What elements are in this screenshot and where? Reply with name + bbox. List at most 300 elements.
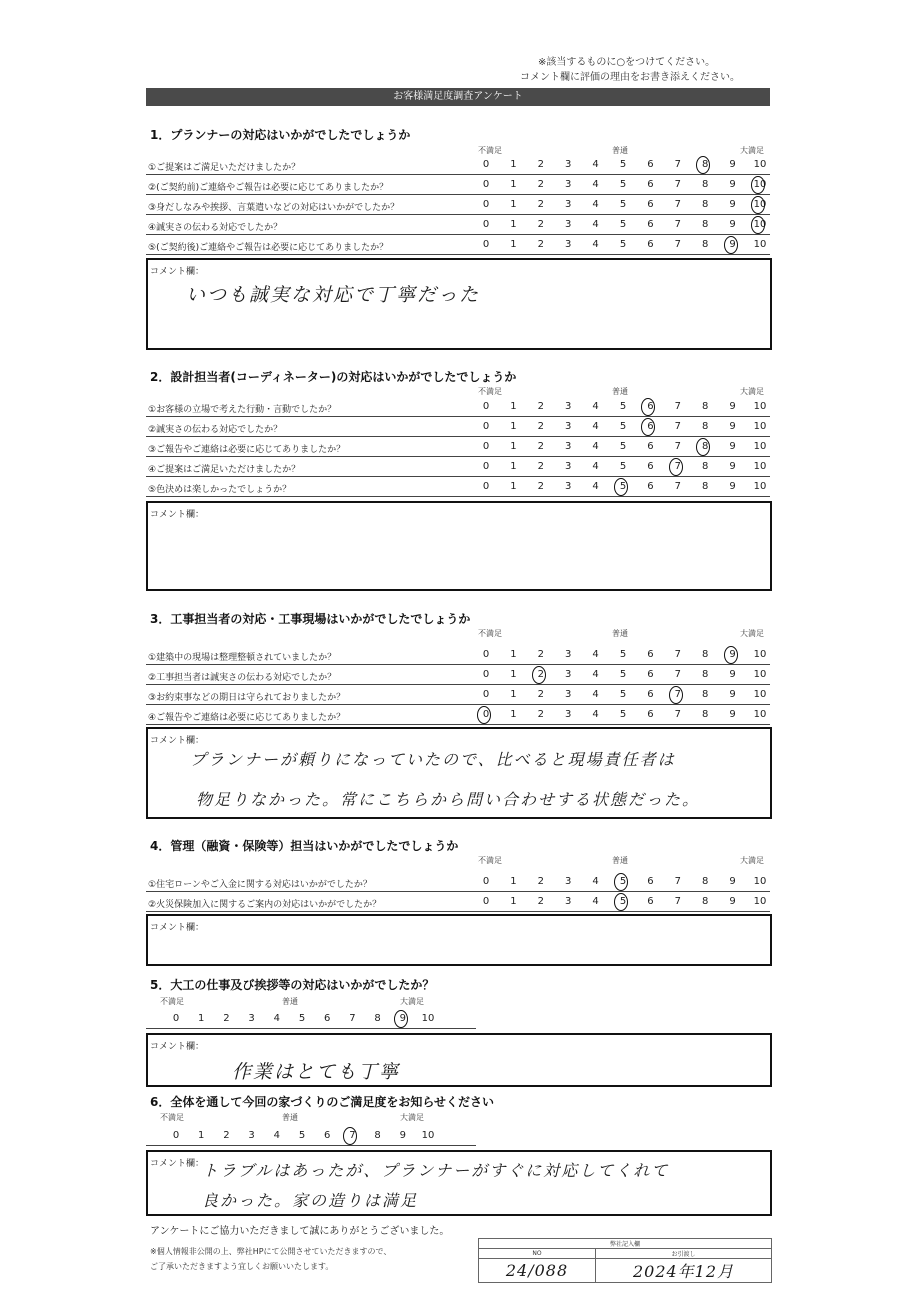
comment-label: コメント欄： [150, 510, 205, 520]
scale-low-label: 不満足 [478, 146, 502, 155]
scale-number: 2 [537, 649, 544, 660]
scale-number: 6 [647, 159, 654, 170]
scale-number: 8 [374, 1013, 381, 1024]
scale-number: 0 [482, 649, 490, 660]
question-label: ①ご提案はご満足いただけましたか？ [148, 163, 301, 173]
scale-number: 1 [510, 421, 517, 432]
scale-number: 5 [298, 1013, 306, 1024]
selected-rating-circle[interactable] [751, 196, 765, 214]
scale-number: 5 [619, 219, 627, 230]
section-6-comment-line-1: トラブルはあったが、プランナーがすぐに対応してくれて [202, 1161, 670, 1180]
scale-number: 6 [324, 1013, 331, 1024]
question-label: ③お約束事などの期日は守られておりましたか？ [148, 693, 346, 703]
selected-rating-circle[interactable] [614, 478, 628, 496]
scale-number: 4 [592, 709, 599, 720]
section-3-comment-box[interactable] [146, 727, 772, 819]
scale-number: 10 [753, 239, 767, 250]
scale-number: 8 [702, 179, 709, 190]
scale-number: 4 [592, 219, 599, 230]
scale-number: 3 [565, 179, 572, 190]
scale-number: 8 [702, 461, 709, 472]
scale-number: 8 [702, 709, 709, 720]
scale-number: 6 [647, 649, 654, 660]
scale-number: 1 [198, 1130, 205, 1141]
scale-number: 4 [592, 649, 599, 660]
scale-number: 7 [674, 669, 681, 680]
scale-number: 9 [729, 401, 736, 412]
scale-number: 3 [565, 239, 572, 250]
question-label: ②火災保険加入に関するご案内の対応はいかがでしたか？ [148, 900, 382, 910]
row-divider [146, 1145, 476, 1146]
section-4-title: 4．管理（融資・保険等）担当はいかがでしたでしょうか [150, 839, 459, 853]
scale-high-label: 大満足 [740, 856, 764, 865]
scale-number: 4 [592, 669, 599, 680]
scale-low-label: 不満足 [160, 997, 184, 1006]
scale-number: 1 [510, 219, 517, 230]
scale-number: 10 [421, 1013, 435, 1024]
scale-number: 7 [674, 159, 681, 170]
scale-number: 2 [537, 669, 544, 680]
scale-number: 2 [537, 481, 544, 492]
section-3-comment-line-2: 物足りなかった。常にこちらから問い合わせする状態だった。 [196, 790, 701, 809]
scale-number: 6 [647, 219, 654, 230]
scale-number: 1 [510, 896, 517, 907]
scale-number: 10 [753, 649, 767, 660]
scale-number: 1 [510, 179, 517, 190]
scale-number: 10 [753, 481, 767, 492]
scale-number: 7 [674, 896, 681, 907]
section-5-comment-line-1: 作業はとても丁寧 [232, 1061, 401, 1083]
scale-number: 9 [729, 709, 736, 720]
scale-number: 6 [647, 199, 654, 210]
row-divider [146, 174, 770, 175]
scale-number: 1 [510, 689, 517, 700]
scale-number: 4 [592, 179, 599, 190]
row-divider [146, 664, 770, 665]
section-5-title: 5．大工の仕事及び挨拶等の対応はいかがでしたか？ [150, 978, 435, 992]
scale-number: 9 [729, 689, 736, 700]
scale-number: 2 [537, 401, 544, 412]
question-label: ①住宅ローンやご入金に関する対応はいかがでしたか？ [148, 880, 372, 890]
scale-number: 4 [592, 421, 599, 432]
scale-number: 1 [510, 876, 517, 887]
stamp-no-value: 24/088 [505, 1261, 569, 1280]
scale-number: 7 [674, 199, 681, 210]
selected-rating-circle[interactable] [641, 418, 655, 436]
scale-number: 5 [619, 689, 627, 700]
scale-number: 0 [482, 896, 490, 907]
selected-rating-circle[interactable] [614, 873, 628, 891]
scale-number: 9 [729, 876, 736, 887]
scale-number: 6 [647, 421, 654, 432]
question-label: ②(ご契約前)ご連絡やご報告は必要に応じてありましたか？ [148, 183, 389, 193]
scale-number: 1 [510, 649, 517, 660]
scale-number: 3 [248, 1013, 255, 1024]
selected-rating-circle[interactable] [641, 398, 655, 416]
row-divider [146, 1028, 476, 1029]
scale-number: 0 [482, 876, 490, 887]
scale-number: 9 [729, 649, 736, 660]
scale-number: 2 [537, 421, 544, 432]
row-divider [146, 684, 770, 685]
section-6-comment-line-2: 良かった。家の造りは満足 [202, 1191, 419, 1210]
scale-number: 10 [421, 1130, 435, 1141]
selected-rating-circle[interactable] [343, 1127, 357, 1145]
scale-number: 3 [565, 689, 572, 700]
scale-number: 6 [647, 179, 654, 190]
scale-number: 5 [619, 876, 627, 887]
scale-number: 3 [565, 199, 572, 210]
scale-number: 0 [482, 219, 490, 230]
question-label: ①建築中の現場は整理整頓されていましたか？ [148, 653, 337, 663]
scale-number: 6 [647, 401, 654, 412]
scale-number: 2 [537, 689, 544, 700]
scale-number: 9 [729, 199, 736, 210]
selected-rating-circle[interactable] [751, 216, 765, 234]
scale-number: 2 [537, 239, 544, 250]
question-label: ②工事担当者は誠実さの伝わる対応でしたか？ [148, 673, 337, 683]
scale-number: 3 [565, 441, 572, 452]
scale-number: 0 [482, 199, 490, 210]
scale-high-label: 大満足 [740, 387, 764, 396]
scale-number: 10 [753, 709, 767, 720]
row-divider [146, 456, 770, 457]
scale-number: 1 [510, 239, 517, 250]
scale-number: 10 [753, 461, 767, 472]
scale-number: 5 [298, 1130, 306, 1141]
scale-number: 0 [172, 1013, 180, 1024]
scale-number: 5 [619, 709, 627, 720]
row-divider [146, 234, 770, 235]
section-1-comment-line-1: いつも誠実な対応で丁寧だった [186, 284, 481, 306]
scale-number: 10 [753, 689, 767, 700]
question-label: ②誠実さの伝わる対応でしたか？ [148, 425, 283, 435]
instruction-note-1: ※該当するものに○をつけてください。 [538, 57, 716, 68]
selected-rating-circle[interactable] [751, 176, 765, 194]
section-2-title: 2．設計担当者(コーディネーター)の対応はいかがでしたでしょうか [150, 370, 517, 384]
scale-number: 10 [753, 441, 767, 452]
section-4-comment-box[interactable] [146, 914, 772, 966]
scale-number: 7 [674, 441, 681, 452]
scale-number: 7 [674, 401, 681, 412]
scale-number: 2 [537, 219, 544, 230]
scale-number: 0 [482, 441, 490, 452]
section-2-comment-box[interactable] [146, 501, 772, 591]
scale-number: 2 [537, 441, 544, 452]
question-label: ③ご報告やご連絡は必要に応じてありましたか？ [148, 445, 346, 455]
selected-rating-circle[interactable] [669, 686, 683, 704]
scale-number: 8 [374, 1130, 381, 1141]
scale-number: 8 [702, 199, 709, 210]
scale-number: 4 [592, 689, 599, 700]
scale-high-label: 大満足 [400, 997, 424, 1006]
scale-number: 5 [619, 441, 627, 452]
scale-number: 10 [753, 401, 767, 412]
comment-label: コメント欄： [150, 267, 205, 277]
scale-number: 8 [702, 649, 709, 660]
selected-rating-circle[interactable] [696, 438, 710, 456]
question-label: ④ご提案はご満足いただけましたか？ [148, 465, 301, 475]
row-divider [146, 214, 770, 215]
scale-number: 0 [482, 709, 490, 720]
scale-number: 7 [349, 1013, 356, 1024]
scale-number: 5 [619, 669, 627, 680]
scale-number: 3 [565, 461, 572, 472]
scale-number: 1 [510, 481, 517, 492]
scale-number: 7 [674, 481, 681, 492]
scale-number: 4 [273, 1013, 280, 1024]
selected-rating-circle[interactable] [696, 156, 710, 174]
scale-number: 9 [729, 159, 736, 170]
row-divider [146, 436, 770, 437]
scale-number: 9 [399, 1013, 406, 1024]
scale-number: 0 [482, 159, 490, 170]
comment-label: コメント欄： [150, 1042, 205, 1052]
scale-number: 6 [647, 441, 654, 452]
scale-number: 0 [482, 689, 490, 700]
stamp-date-value: 2024年12月 [632, 1262, 735, 1281]
scale-number: 8 [702, 481, 709, 492]
scale-number: 0 [482, 481, 490, 492]
scale-number: 7 [674, 649, 681, 660]
scale-number: 6 [647, 896, 654, 907]
scale-high-label: 大満足 [400, 1113, 424, 1122]
office-use-stamp-box [478, 1238, 772, 1283]
scale-number: 5 [619, 461, 627, 472]
scale-number: 3 [565, 896, 572, 907]
scale-number: 3 [248, 1130, 255, 1141]
selected-rating-circle[interactable] [724, 236, 738, 254]
privacy-note-2: ご了承いただきますよう宜しくお願いいたします。 [150, 1262, 334, 1271]
row-divider [146, 476, 770, 477]
scale-number: 6 [647, 481, 654, 492]
scale-number: 1 [198, 1013, 205, 1024]
scale-number: 9 [729, 219, 736, 230]
scale-mid-label: 普通 [612, 856, 628, 865]
scale-number: 4 [592, 441, 599, 452]
question-label: ③身だしなみや挨拶、言葉遣いなどの対応はいかがでしたか？ [148, 203, 400, 213]
privacy-note-1: ※個人情報非公開の上、弊社HPにて公開させていただきますので、 [150, 1247, 392, 1256]
section-3-title: 3．工事担当者の対応・工事現場はいかがでしたでしょうか [150, 612, 471, 626]
scale-number: 1 [510, 709, 517, 720]
stamp-no-label: NO [479, 1249, 596, 1259]
scale-number: 2 [537, 876, 544, 887]
scale-number: 6 [647, 669, 654, 680]
scale-number: 9 [729, 461, 736, 472]
question-label: ⑤色決めは楽しかったでしょうか？ [148, 485, 292, 495]
row-divider [146, 254, 770, 255]
scale-number: 5 [619, 401, 627, 412]
scale-number: 8 [702, 421, 709, 432]
scale-number: 5 [619, 179, 627, 190]
scale-number: 10 [753, 669, 767, 680]
scale-low-label: 不満足 [478, 856, 502, 865]
scale-number: 8 [702, 876, 709, 887]
question-label: ④誠実さの伝わる対応でしたか？ [148, 223, 283, 233]
row-divider [146, 724, 770, 725]
section-3-comment-line-1: プランナーが頼りになっていたので、比べると現場責任者は [190, 750, 676, 769]
scale-number: 7 [674, 461, 681, 472]
scale-number: 9 [729, 481, 736, 492]
scale-number: 7 [674, 876, 681, 887]
scale-number: 10 [753, 421, 767, 432]
scale-number: 3 [565, 219, 572, 230]
question-label: ⑤(ご契約後)ご連絡やご報告は必要に応じてありましたか？ [148, 243, 389, 253]
scale-number: 4 [592, 481, 599, 492]
question-label: ①お客様の立場で考えた行動・言動でしたか？ [148, 405, 337, 415]
scale-number: 7 [674, 421, 681, 432]
scale-number: 3 [565, 481, 572, 492]
scale-mid-label: 普通 [282, 1113, 298, 1122]
thanks-message: アンケートにご協力いただきまして誠にありがとうございました。 [150, 1226, 450, 1237]
scale-number: 6 [647, 876, 654, 887]
scale-number: 5 [619, 896, 627, 907]
scale-number: 0 [482, 401, 490, 412]
selected-rating-circle[interactable] [669, 458, 683, 476]
scale-high-label: 大満足 [740, 146, 764, 155]
scale-number: 3 [565, 421, 572, 432]
scale-number: 4 [592, 876, 599, 887]
scale-mid-label: 普通 [612, 146, 628, 155]
scale-number: 4 [592, 896, 599, 907]
scale-number: 10 [753, 876, 767, 887]
scale-number: 0 [482, 461, 490, 472]
scale-mid-label: 普通 [612, 629, 628, 638]
scale-number: 0 [482, 669, 490, 680]
row-divider [146, 911, 770, 912]
scale-number: 7 [674, 709, 681, 720]
scale-number: 3 [565, 649, 572, 660]
scale-number: 4 [592, 199, 599, 210]
scale-number: 0 [172, 1130, 180, 1141]
scale-number: 6 [647, 461, 654, 472]
section-6-title: 6．全体を通して今回の家づくりのご満足度をお知らせください [150, 1095, 494, 1109]
scale-number: 7 [349, 1130, 356, 1141]
section-1-comment-box[interactable] [146, 258, 772, 350]
comment-label: コメント欄： [150, 923, 205, 933]
scale-number: 1 [510, 669, 517, 680]
scale-number: 8 [702, 401, 709, 412]
section-6-comment-box[interactable] [146, 1150, 772, 1216]
scale-number: 9 [729, 441, 736, 452]
scale-number: 3 [565, 876, 572, 887]
row-divider [146, 891, 770, 892]
scale-number: 2 [537, 461, 544, 472]
scale-number: 9 [399, 1130, 406, 1141]
scale-number: 2 [537, 709, 544, 720]
instruction-note-2: コメント欄に評価の理由をお書き添えください。 [520, 72, 740, 83]
scale-number: 6 [647, 709, 654, 720]
scale-number: 7 [674, 689, 681, 700]
row-divider [146, 416, 770, 417]
scale-number: 2 [537, 199, 544, 210]
scale-number: 4 [592, 239, 599, 250]
scale-number: 1 [510, 441, 517, 452]
scale-number: 9 [729, 239, 736, 250]
scale-number: 3 [565, 401, 572, 412]
scale-number: 3 [565, 159, 572, 170]
scale-low-label: 不満足 [478, 629, 502, 638]
scale-number: 8 [702, 669, 709, 680]
scale-number: 2 [537, 896, 544, 907]
scale-number: 3 [565, 709, 572, 720]
scale-number: 10 [753, 219, 767, 230]
comment-label: コメント欄： [150, 1159, 205, 1169]
scale-number: 5 [619, 159, 627, 170]
scale-number: 4 [592, 401, 599, 412]
scale-number: 0 [482, 239, 490, 250]
scale-number: 5 [619, 421, 627, 432]
scale-number: 2 [223, 1130, 230, 1141]
scale-number: 2 [537, 179, 544, 190]
scale-number: 8 [702, 689, 709, 700]
row-divider [146, 194, 770, 195]
selected-rating-circle[interactable] [477, 706, 491, 724]
scale-number: 9 [729, 421, 736, 432]
scale-number: 9 [729, 669, 736, 680]
scale-number: 9 [729, 896, 736, 907]
scale-number: 1 [510, 159, 517, 170]
scale-number: 8 [702, 239, 709, 250]
scale-number: 10 [753, 199, 767, 210]
stamp-date-label: お引渡し [596, 1249, 772, 1259]
scale-number: 5 [619, 649, 627, 660]
scale-number: 4 [273, 1130, 280, 1141]
scale-number: 6 [324, 1130, 331, 1141]
scale-number: 10 [753, 159, 767, 170]
scale-number: 10 [753, 896, 767, 907]
scale-number: 0 [482, 179, 490, 190]
scale-number: 0 [482, 421, 490, 432]
scale-number: 5 [619, 199, 627, 210]
scale-mid-label: 普通 [612, 387, 628, 396]
scale-number: 6 [647, 239, 654, 250]
scale-number: 7 [674, 179, 681, 190]
survey-title-banner: お客様満足度調査アンケート [146, 88, 770, 106]
selected-rating-circle[interactable] [724, 646, 738, 664]
scale-number: 8 [702, 219, 709, 230]
scale-number: 1 [510, 461, 517, 472]
selected-rating-circle[interactable] [532, 666, 546, 684]
scale-number: 2 [537, 159, 544, 170]
scale-number: 7 [674, 239, 681, 250]
selected-rating-circle[interactable] [394, 1010, 408, 1028]
scale-mid-label: 普通 [282, 997, 298, 1006]
selected-rating-circle[interactable] [614, 893, 628, 911]
scale-number: 4 [592, 159, 599, 170]
section-1-title: 1．プランナーの対応はいかがでしたでしょうか [150, 128, 411, 142]
comment-label: コメント欄： [150, 736, 205, 746]
section-5-comment-box[interactable] [146, 1033, 772, 1087]
scale-number: 1 [510, 401, 517, 412]
question-label: ④ご報告やご連絡は必要に応じてありましたか？ [148, 713, 346, 723]
scale-number: 8 [702, 896, 709, 907]
scale-low-label: 不満足 [160, 1113, 184, 1122]
stamp-title: 弊社記入欄 [479, 1239, 772, 1249]
scale-low-label: 不満足 [478, 387, 502, 396]
scale-number: 4 [592, 461, 599, 472]
scale-number: 3 [565, 669, 572, 680]
scale-number: 7 [674, 219, 681, 230]
scale-number: 5 [619, 481, 627, 492]
scale-number: 10 [753, 179, 767, 190]
scale-number: 8 [702, 159, 709, 170]
scale-number: 8 [702, 441, 709, 452]
scale-number: 6 [647, 689, 654, 700]
scale-high-label: 大満足 [740, 629, 764, 638]
scale-number: 9 [729, 179, 736, 190]
scale-number: 2 [223, 1013, 230, 1024]
